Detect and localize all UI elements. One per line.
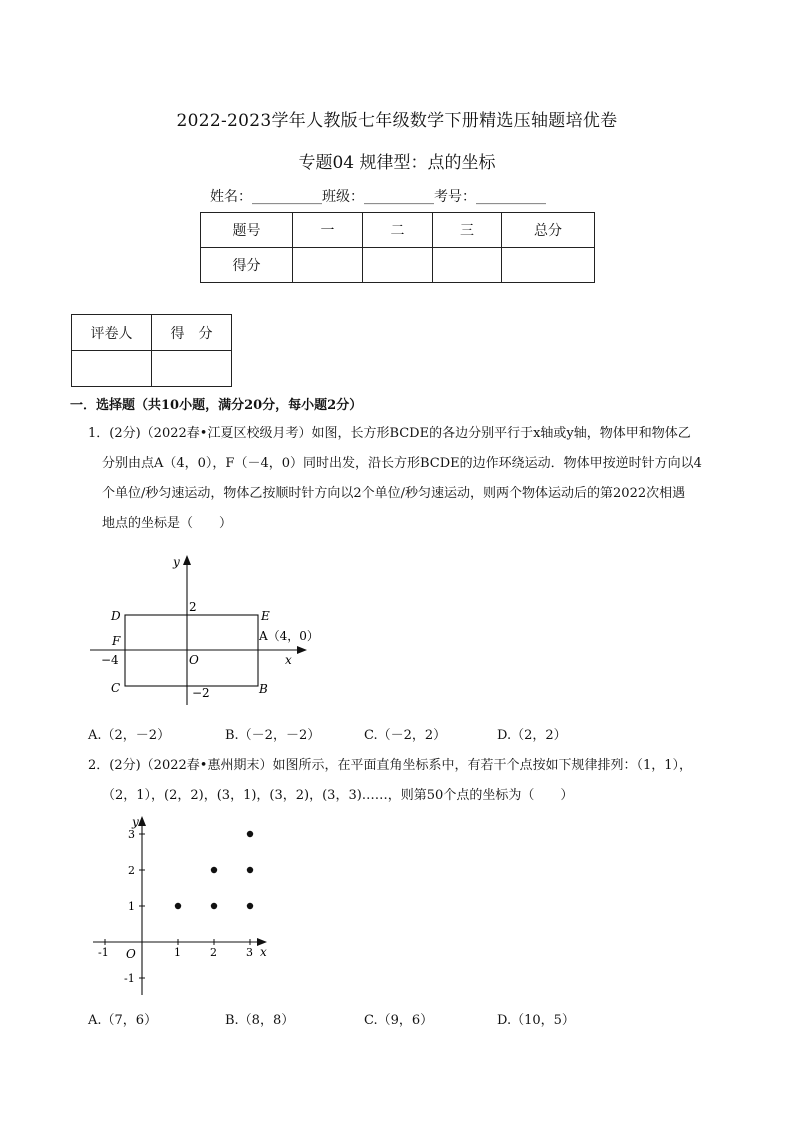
tick-label: −4 [101,653,119,667]
option-b[interactable]: B.（8，8） [225,1013,295,1028]
grader-table [71,314,232,387]
point-label-f: F [112,634,121,648]
page-subtitle: 专题04 规律型：点的坐标 [298,153,496,173]
score-header-cell: 总分 [502,213,595,248]
point-label-e: E [261,609,270,623]
option-c[interactable]: C.（－2，2） [364,728,447,743]
y-tick-label: -1 [124,972,135,985]
page-title: 2022-2023学年人教版七年级数学下册精选压轴题培优卷 [176,111,618,131]
y-tick-label: 2 [128,864,135,877]
point-label-a: A（4，0） [259,629,319,643]
plot-point [211,867,217,873]
score-cell [293,248,363,283]
student-info-line: 姓名：__________班级：__________考号：__________ [210,189,546,205]
question-1-line: 地点的坐标是（ ） [102,516,233,531]
x-tick-label: 3 [246,946,253,959]
score-table-value-row [201,248,595,283]
x-axis-label: x [260,945,267,959]
points-figure [85,812,285,1002]
question-1-options [88,724,728,742]
section-heading: 一．选择题（共10小题，满分20分，每小题2分） [70,398,363,413]
score-header-cell: 三 [433,213,502,248]
question-1-line: 1．(2分)（2022春•江夏区校级月考）如图，长方形BCDE的各边分别平行于x轴或y轴，物体甲和物体乙 [88,426,691,441]
score-cell [433,248,502,283]
plot-point [175,903,181,909]
option-a[interactable]: A.（7，6） [88,1013,158,1028]
grader-cell [152,351,232,387]
option-b[interactable]: B.（－2，－2） [225,728,321,743]
x-tick-label: -1 [98,946,109,959]
option-a[interactable]: A.（2，－2） [88,728,171,743]
score-table [200,212,595,283]
plot-point [247,831,253,837]
point-label-d: D [111,609,121,623]
x-axis-label: x [285,653,292,667]
question-2-line: （2，1），(2，2)，(3，1)，(3，2)，(3，3)……，则第50个点的坐标为（ ） [102,788,574,803]
score-table-header-row [201,213,595,248]
origin-label: O [126,947,136,961]
point-label-c: C [111,681,121,695]
plot-point [247,867,253,873]
y-axis-label: y [173,555,180,569]
grader-score-label: 得 分 [152,315,232,351]
score-row-label: 得分 [201,248,293,283]
grader-cell [72,351,152,387]
score-cell [502,248,595,283]
tick-label: 2 [189,600,197,614]
tick-label: −2 [192,686,210,700]
question-2-line: 2．(2分)（2022春•惠州期末）如图所示，在平面直角坐标系中，有若干个点按如下规律排列：（1，1）， [88,758,692,773]
origin-label: O [189,653,199,667]
option-d[interactable]: D.（10，5） [497,1013,575,1028]
rectangle-figure [85,550,325,710]
plot-point [247,903,253,909]
question-1 [88,419,728,539]
score-header-cell: 二 [363,213,433,248]
option-c[interactable]: C.（9，6） [364,1013,434,1028]
plot-point [211,903,217,909]
y-tick-label: 3 [128,828,135,841]
score-header-cell: 题号 [201,213,293,248]
y-axis-label: y [132,815,139,829]
score-cell [363,248,433,283]
x-tick-label: 1 [174,946,181,959]
question-1-line: 分别由点A（4，0），F（－4，0）同时出发，沿长方形BCDE的边作环绕运动．物体甲按逆时针方向以4 [102,456,702,471]
point-label-b: B [259,682,268,696]
question-2 [88,751,728,811]
y-tick-label: 1 [128,900,135,913]
grader-label: 评卷人 [72,315,152,351]
x-tick-label: 2 [210,946,217,959]
option-d[interactable]: D.（2，2） [497,728,567,743]
question-1-line: 个单位/秒匀速运动，物体乙按顺时针方向以2个单位/秒匀速运动，则两个物体运动后的第2022次相遇 [102,486,686,501]
question-2-options [88,1009,728,1027]
score-header-cell: 一 [293,213,363,248]
